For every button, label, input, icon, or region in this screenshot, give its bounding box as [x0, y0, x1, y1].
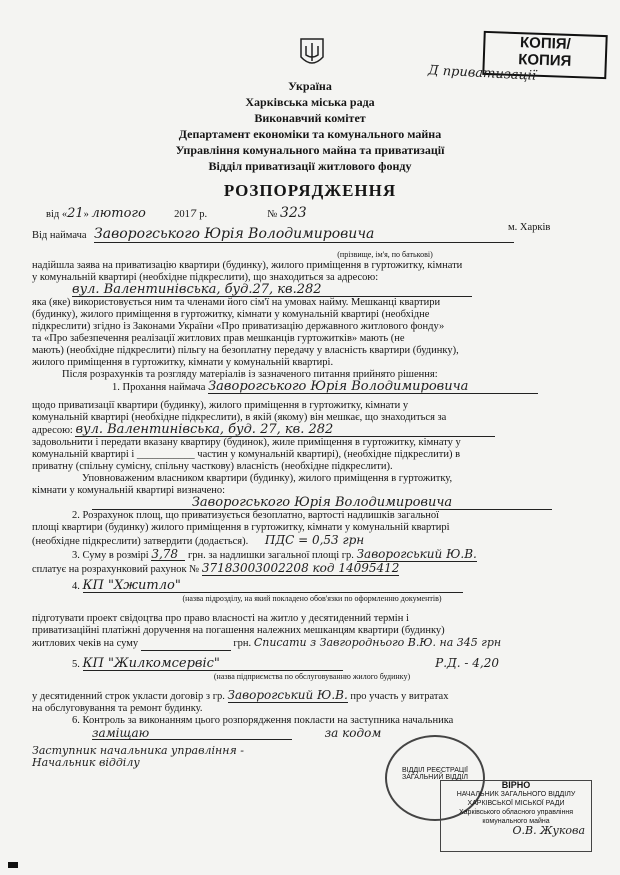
item-5: 5. КП "Жилкомсервіс" Р.Д. - 4,20	[72, 656, 499, 671]
address-value: вул. Валентинівська, буд.27, кв.282	[72, 284, 472, 297]
item-2: 2. Розрахунок площ, що приватизується безоплатно, вартості надлишків загальної	[72, 510, 440, 521]
header-country: Україна	[288, 79, 332, 93]
paragraph: кімнати у комунальній квартирі визначено:	[32, 485, 226, 496]
paragraph: комунальній квартирі і ___________ частин у комунальній квартирі), (необхідне підкреслити) в	[32, 449, 461, 460]
paragraph: задовольнити і передати вказану квартиру (будинок), жиле приміщення в гуртожитку, кімнату у	[32, 437, 461, 448]
employer-hint: (прізвище, ім'я, по батькові)	[337, 250, 433, 259]
paragraph: надійшла заява на приватизацію квартири (будинку), жилого приміщення в гуртожитку, кімнати	[32, 260, 463, 271]
paragraph: Після розрахунків та розгляду матеріалів із зазначеного питання прийнято рішення:	[62, 369, 438, 380]
paragraph: на обслуговування та ремонт будинку.	[32, 703, 203, 714]
signature-role-2: Начальник відділу	[32, 756, 140, 769]
date-line: від «21» лютого 2017 р. № 323	[46, 205, 307, 221]
item-6: 6. Контроль за виконанням цього розпорядження покласти на заступника начальника	[72, 715, 454, 726]
item-3-account: сплатує на розрахунковий рахунок № 37183003002208 код 14095412	[32, 561, 400, 575]
paragraph: мають) (необхідне підкреслити) пільгу на безоплатну передачу у власність квартири (будинку),	[32, 345, 459, 356]
header-committee: Виконавчий комітет	[254, 111, 366, 125]
address-line-2: адресою: вул. Валентинівська, буд. 27, кв. 282	[32, 424, 592, 437]
certified-stamp: ВІРНО НАЧАЛЬНИК ЗАГАЛЬНОГО ВІДДІЛУ ХАРКІВСЬКОЇ МІСЬКОЇ РАДИ Харківського обласного управління комунального майна О.В. Жукова	[440, 780, 592, 852]
paragraph: підкреслити) згідно із Законами України «Про приватизацію державного житлового фонду»	[32, 321, 445, 332]
header-council: Харківська міська рада	[245, 95, 375, 109]
item-2-end: (необхідне підкреслити) затвердити (додається). ПДС = 0,53 грн	[32, 533, 365, 547]
paragraph: яка (яке) використовується ним та членами його сім'ї на умовах найму. Мешканці квартири	[32, 297, 441, 308]
contract-line: у десятиденний строк укласти договір з гр. Заворогський Ю.В. про участь у витратах	[32, 688, 449, 702]
employer-name: Заворогського Юрія Володимировича	[94, 226, 514, 243]
paragraph: приватизаційні платіжні доручення на погашення належних мешканцям квартири (будинку)	[32, 625, 445, 636]
scan-mark	[8, 862, 18, 868]
body-text	[32, 260, 592, 769]
paragraph: (будинку), жилого приміщення в гуртожитку, кімнати у комунальній квартирі (необхідне	[32, 309, 430, 320]
letterhead	[140, 78, 480, 174]
owner-name: Заворогського Юрія Володимировича	[92, 497, 552, 510]
document-title: РОЗПОРЯДЖЕННЯ	[223, 181, 397, 200]
signature-role-1: Заступник начальника управління -	[32, 744, 244, 757]
paragraph: підготувати проект свідоцтва про право власності на житло у десятиденний термін і	[32, 613, 409, 624]
top-annotation: Д приватизації	[427, 63, 537, 84]
employer-label: Від наймача	[32, 230, 87, 241]
round-seal: ВІДДІЛ РЕЄСТРАЦІЇ ЗАГАЛЬНИЙ ВІДДІЛ	[385, 735, 485, 821]
paragraph: комунальній квартирі (необхідне підкреслити), в якій (якому) він мешкає, що знаходиться за	[32, 412, 447, 423]
sum-line: житлових чеків на суму грн. Списати з Завгороднього В.Ю. на 345 грн	[32, 636, 502, 649]
paragraph: та «Про забезпечення реалізації житлових прав мешканців гуртожитків» мають (не	[32, 333, 405, 344]
item-1: 1. Прохання наймача Заворогського Юрія Володимировича	[32, 381, 592, 394]
copy-stamp: КОПІЯ/ КОПИЯ	[482, 31, 607, 79]
paragraph: щодо приватизації квартири (будинку), жилого приміщення в гуртожитку, кімнати у	[32, 400, 409, 411]
trident-coat-of-arms-icon	[299, 37, 325, 69]
city: м. Харків	[508, 222, 551, 233]
item-4: 4. КП "Хжитло"	[32, 580, 592, 593]
item-4-hint: (назва підрозділу, на який покладено обов'язки по оформленню документів)	[182, 594, 442, 603]
paragraph: у комунальній квартирі (необхідне підкреслити), що знаходиться за адресою:	[32, 272, 379, 283]
paragraph: площі квартири (будинку) жилого приміщення в гуртожитку, кімнати у комунальній квартирі	[32, 522, 450, 533]
item-3: 3. Суму в розмірі 3,78 грн. за надлишки загальної площі гр. Заворогський Ю.В.	[72, 547, 477, 561]
header-division: Відділ приватизації житлового фонду	[208, 159, 412, 173]
paragraph: жилого приміщення в гуртожитку, кімнати у комунальній квартирі.	[32, 357, 334, 368]
item-5-hint: (назва підприємства по обслуговуванню жилого будинку)	[213, 672, 411, 681]
header-department: Департамент економіки та комунального майна	[178, 127, 442, 141]
paragraph: приватну (спільну сумісну, спільну часткову) власність (необхідне підкреслити).	[32, 461, 393, 472]
item-6-values: заміщаю за кодом	[92, 726, 382, 740]
header-directorate: Управління комунального майна та приватизації	[175, 143, 445, 157]
paragraph: Уповноваженим власником квартири (будинку), жилого приміщення в гуртожитку,	[82, 473, 453, 484]
